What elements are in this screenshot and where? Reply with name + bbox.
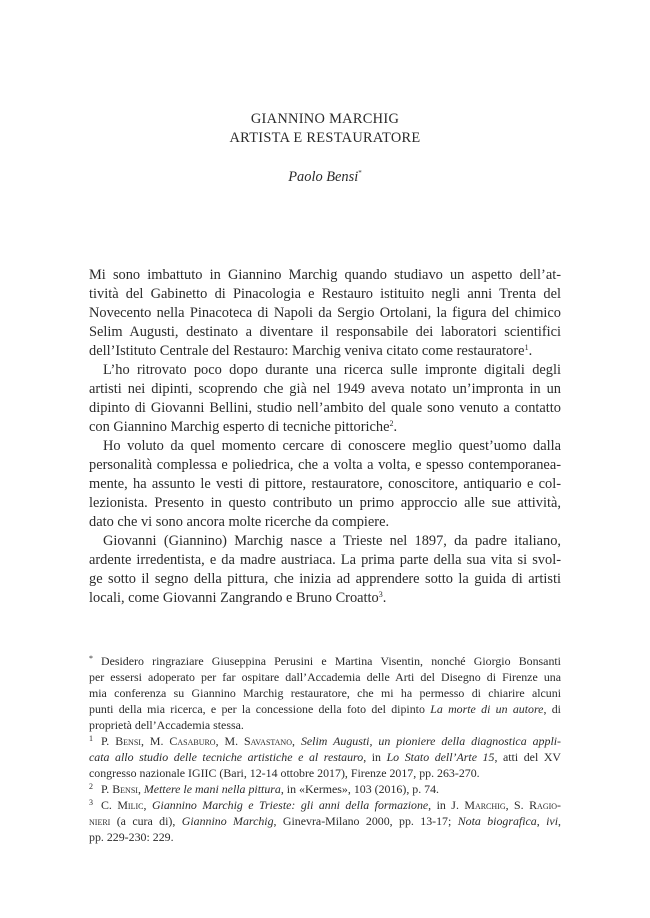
- footnote-text: ,: [137, 782, 144, 796]
- footnote-star-line: * Desidero ringraziare Giuseppina Perusini e Martina Visentin, nonché Giorgio Bonsanti: [89, 654, 561, 668]
- body-line: L’ho ritrovato poco dopo durante una ricerca sulle impronte digitali degli: [103, 362, 561, 378]
- footnote-star-line: mia conferenza su Giannino Marchig restauratore, che mi ha permesso di chiarire alcuni: [89, 686, 561, 700]
- footnote-3-line: [89, 813, 561, 829]
- footnote-author: M. Savastano: [224, 734, 292, 748]
- footnote-italic-title: Mettere le mani nella pittura: [143, 782, 281, 796]
- footnote-text: punti della mia ricerca, e per la concessione della foto del dipinto: [89, 702, 431, 716]
- sentence-end: .: [393, 419, 398, 435]
- footnote-1-line: 1 P. Bensi, M. Casaburo, M. Savastano, Selim Augusti, un pioniere della diagnostica appli-: [89, 734, 562, 748]
- footnote-star-line: proprietà dell’Accademia stessa.: [89, 718, 244, 732]
- footnote-text: ,: [536, 814, 547, 828]
- body-line: Giovanni (Giannino) Marchig nasce a Trieste nel 1897, da padre italiano,: [103, 533, 561, 549]
- footnote-ref-2[interactable]: 2: [389, 419, 394, 428]
- footnote-italic-title: Giannino Marchig: [181, 814, 274, 828]
- footnote-text: (a cura di),: [110, 814, 182, 828]
- footnote-ref-3[interactable]: 3: [378, 590, 383, 599]
- footnote-italic-title: cata allo studio delle tecniche artistiche e al restauro: [89, 750, 364, 764]
- body-line: dato che vi sono ancora molte ricerche da compiere.: [89, 514, 390, 530]
- footnote-text: , atti del XV: [494, 750, 562, 764]
- footnote-author: P. Bensi: [101, 782, 138, 796]
- footnote-3-line: pp. 229-230: 229.: [89, 830, 174, 844]
- body-line: [89, 589, 561, 608]
- footnote-italic-title: ivi: [546, 814, 559, 828]
- footnote-italic-title: Nota biografica: [457, 814, 537, 828]
- footnote-star-line: [89, 701, 561, 717]
- author-footnote-mark: *: [358, 169, 362, 177]
- footnote-3-line: 3 C. Milic, Giannino Marchig e Trieste: gli anni della formazione, in J. Marchig, S. Ragio-: [89, 798, 561, 812]
- body-line: personalità complessa e poliedrica, che a volta a volta, e spesso contemporanea-: [89, 457, 561, 473]
- footnote-italic-title: Giannino Marchig e Trieste: gli anni della formazione: [151, 798, 429, 812]
- footnote-author: M. Casaburo: [149, 734, 216, 748]
- footnote-2-line: 2 P. Bensi, Mettere le mani nella pittura, in «Kermes», 103 (2016), p. 74.: [89, 782, 440, 796]
- footnote-1-line: [89, 749, 561, 765]
- footnote-italic-title: Selim Augusti, un pioniere della diagnostica appli-: [300, 734, 562, 748]
- footnote-text: ,: [140, 734, 150, 748]
- body-line: tività del Gabinetto di Pinacologia e Restauro istituito negli anni Trenta del: [89, 286, 561, 302]
- body-line: ardente irredentista, e da madre austriaca. La prima parte della sua vita si svol-: [89, 552, 561, 568]
- footnote-text: ,: [143, 798, 152, 812]
- footnote-text: , Ginevra-Milano 2000, pp. 13-17;: [273, 814, 458, 828]
- body-line: Novecento nella Pinacoteca di Napoli da Sergio Ortolani, la figura del chimico: [89, 305, 561, 321]
- footnote-1-line: congresso nazionale IGIIC (Bari, 12-14 ottobre 2017), Firenze 2017, pp. 263-270.: [89, 766, 480, 780]
- footnote-text: , di: [543, 702, 561, 716]
- footnote-italic-title: La morte di un autore: [430, 702, 544, 716]
- footnote-author: Marchig: [464, 798, 506, 812]
- footnote-text: Desidero ringraziare Giuseppina Perusini e Martina Visentin, nonché Giorgio Bonsanti: [101, 654, 561, 668]
- footnote-text: ,: [291, 734, 301, 748]
- footnote-text: ,: [215, 734, 225, 748]
- footnote-author: Ragio-: [529, 798, 561, 812]
- body-line-text: dell’Istituto Centrale del Restauro: Marchig veniva citato come restauratore: [89, 343, 525, 359]
- body-line: mente, ha assunto le vesti di pittore, restauratore, conoscitore, antiquario e col-: [89, 476, 561, 492]
- body-line: Ho voluto da quel momento cercare di conoscere meglio quest’uomo dalla: [103, 438, 561, 454]
- article-title-line-1: GIANNINO MARCHIG: [250, 111, 400, 127]
- footnote-text: ,: [558, 814, 561, 828]
- body-line: ge sotto il segno della pittura, che inizia ad apprendere sotto la guida di artisti: [89, 571, 561, 587]
- author: [0, 169, 650, 186]
- body-line: lezionista. Presento in questo contributo un primo approccio alle sue attività,: [89, 495, 561, 511]
- footnote-text: , S.: [505, 798, 530, 812]
- footnote-text: , in J.: [428, 798, 465, 812]
- footnote-author: P. Bensi: [101, 734, 141, 748]
- footnote-author: nieri: [89, 814, 111, 828]
- footnote-star-line: per essersi adoperato per far ospitare dall’Accademia delle Arti del Disegno di Firenze una: [89, 670, 561, 684]
- sentence-end: .: [528, 343, 533, 359]
- body-line: Mi sono imbattuto in Giannino Marchig quando studiavo un aspetto dell’at-: [89, 267, 561, 283]
- footnote-ref-1[interactable]: 1: [524, 343, 529, 352]
- body-line-text: locali, come Giovanni Zangrando e Bruno Croatto: [89, 590, 379, 606]
- body-line: Selim Augusti, destinato a diventare il responsabile dei laboratori scientifici: [89, 324, 561, 340]
- body-line: dipinto di Giovanni Bellini, studio nell’ambito del quale sono venuto a contatto: [89, 400, 561, 416]
- body-line: artisti nei dipinti, scoprendo che già nel 1949 aveva notato un’impronta in un: [89, 381, 561, 397]
- footnote-author: C. Milic: [101, 798, 144, 812]
- footnote-text: , in: [363, 750, 387, 764]
- author-name: Paolo Bensi: [288, 169, 359, 185]
- footnote-text: , in «Kermes», 103 (2016), p. 74.: [280, 782, 440, 796]
- sentence-end: .: [382, 590, 387, 606]
- body-line-text: con Giannino Marchig esperto di tecniche pittoriche: [89, 419, 390, 435]
- article-title-line-2: ARTISTA E RESTAURATORE: [229, 130, 421, 146]
- body-line: [89, 418, 561, 437]
- body-line: [89, 342, 561, 361]
- footnote-italic-title: Lo Stato dell’Arte 15: [386, 750, 495, 764]
